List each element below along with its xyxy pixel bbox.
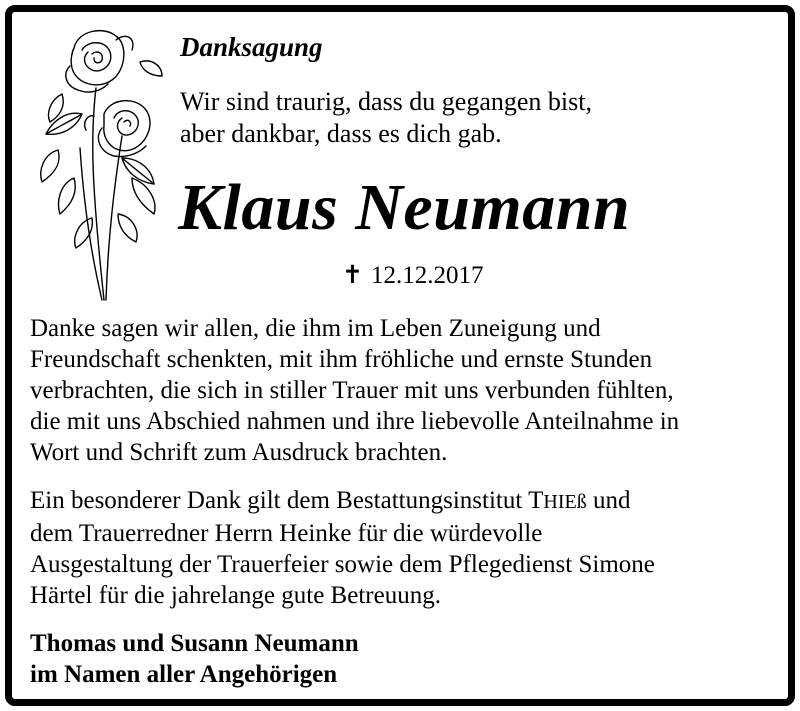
paragraph-line: Ein besonderer Dank gilt dem Bestattungsinstitut THIEß und — [30, 487, 631, 514]
paragraph-line: dem Trauerredner Herrn Heinke für die würdevolle — [30, 520, 543, 547]
heading: Danksagung — [180, 32, 323, 62]
paragraph-line: Wort und Schrift zum Ausdruck brachten. — [30, 439, 448, 466]
paragraph-line: die mit uns Abschied nahmen und ihre liebevolle Anteilnahme in — [30, 408, 680, 435]
death-line — [342, 260, 483, 290]
special-thanks-paragraph — [30, 485, 655, 611]
paragraph-line: Freundschaft schenkten, mit ihm fröhliche und ernste Stunden — [30, 346, 653, 373]
funeral-home-name: THIEß — [528, 487, 587, 514]
signature-line: im Namen aller Angehörigen — [30, 661, 338, 688]
verse-line: aber dankbar, dass es dich gab. — [180, 119, 502, 148]
signature-line: Thomas und Susann Neumann — [30, 630, 359, 657]
cross-icon: ✝ — [342, 262, 363, 289]
rose-icon — [22, 18, 172, 308]
paragraph-line: Danke sagen wir allen, die ihm im Leben Zuneigung und — [30, 315, 601, 342]
death-date: 12.12.2017 — [370, 262, 484, 289]
paragraph-line: Ausgestaltung der Trauerfeier sowie dem Pflegedienst Simone — [30, 551, 655, 578]
thanks-paragraph — [30, 313, 679, 468]
paragraph-line: verbrachten, die sich in stiller Trauer mit uns verbunden fühlten, — [30, 377, 674, 404]
verse — [180, 86, 592, 150]
paragraph-line: Härtel für die jahrelange gute Betreuung. — [30, 582, 441, 609]
deceased-name: Klaus Neumann — [178, 171, 631, 244]
verse-line: Wir sind traurig, dass du gegangen bist, — [180, 87, 592, 116]
signature — [30, 628, 359, 690]
